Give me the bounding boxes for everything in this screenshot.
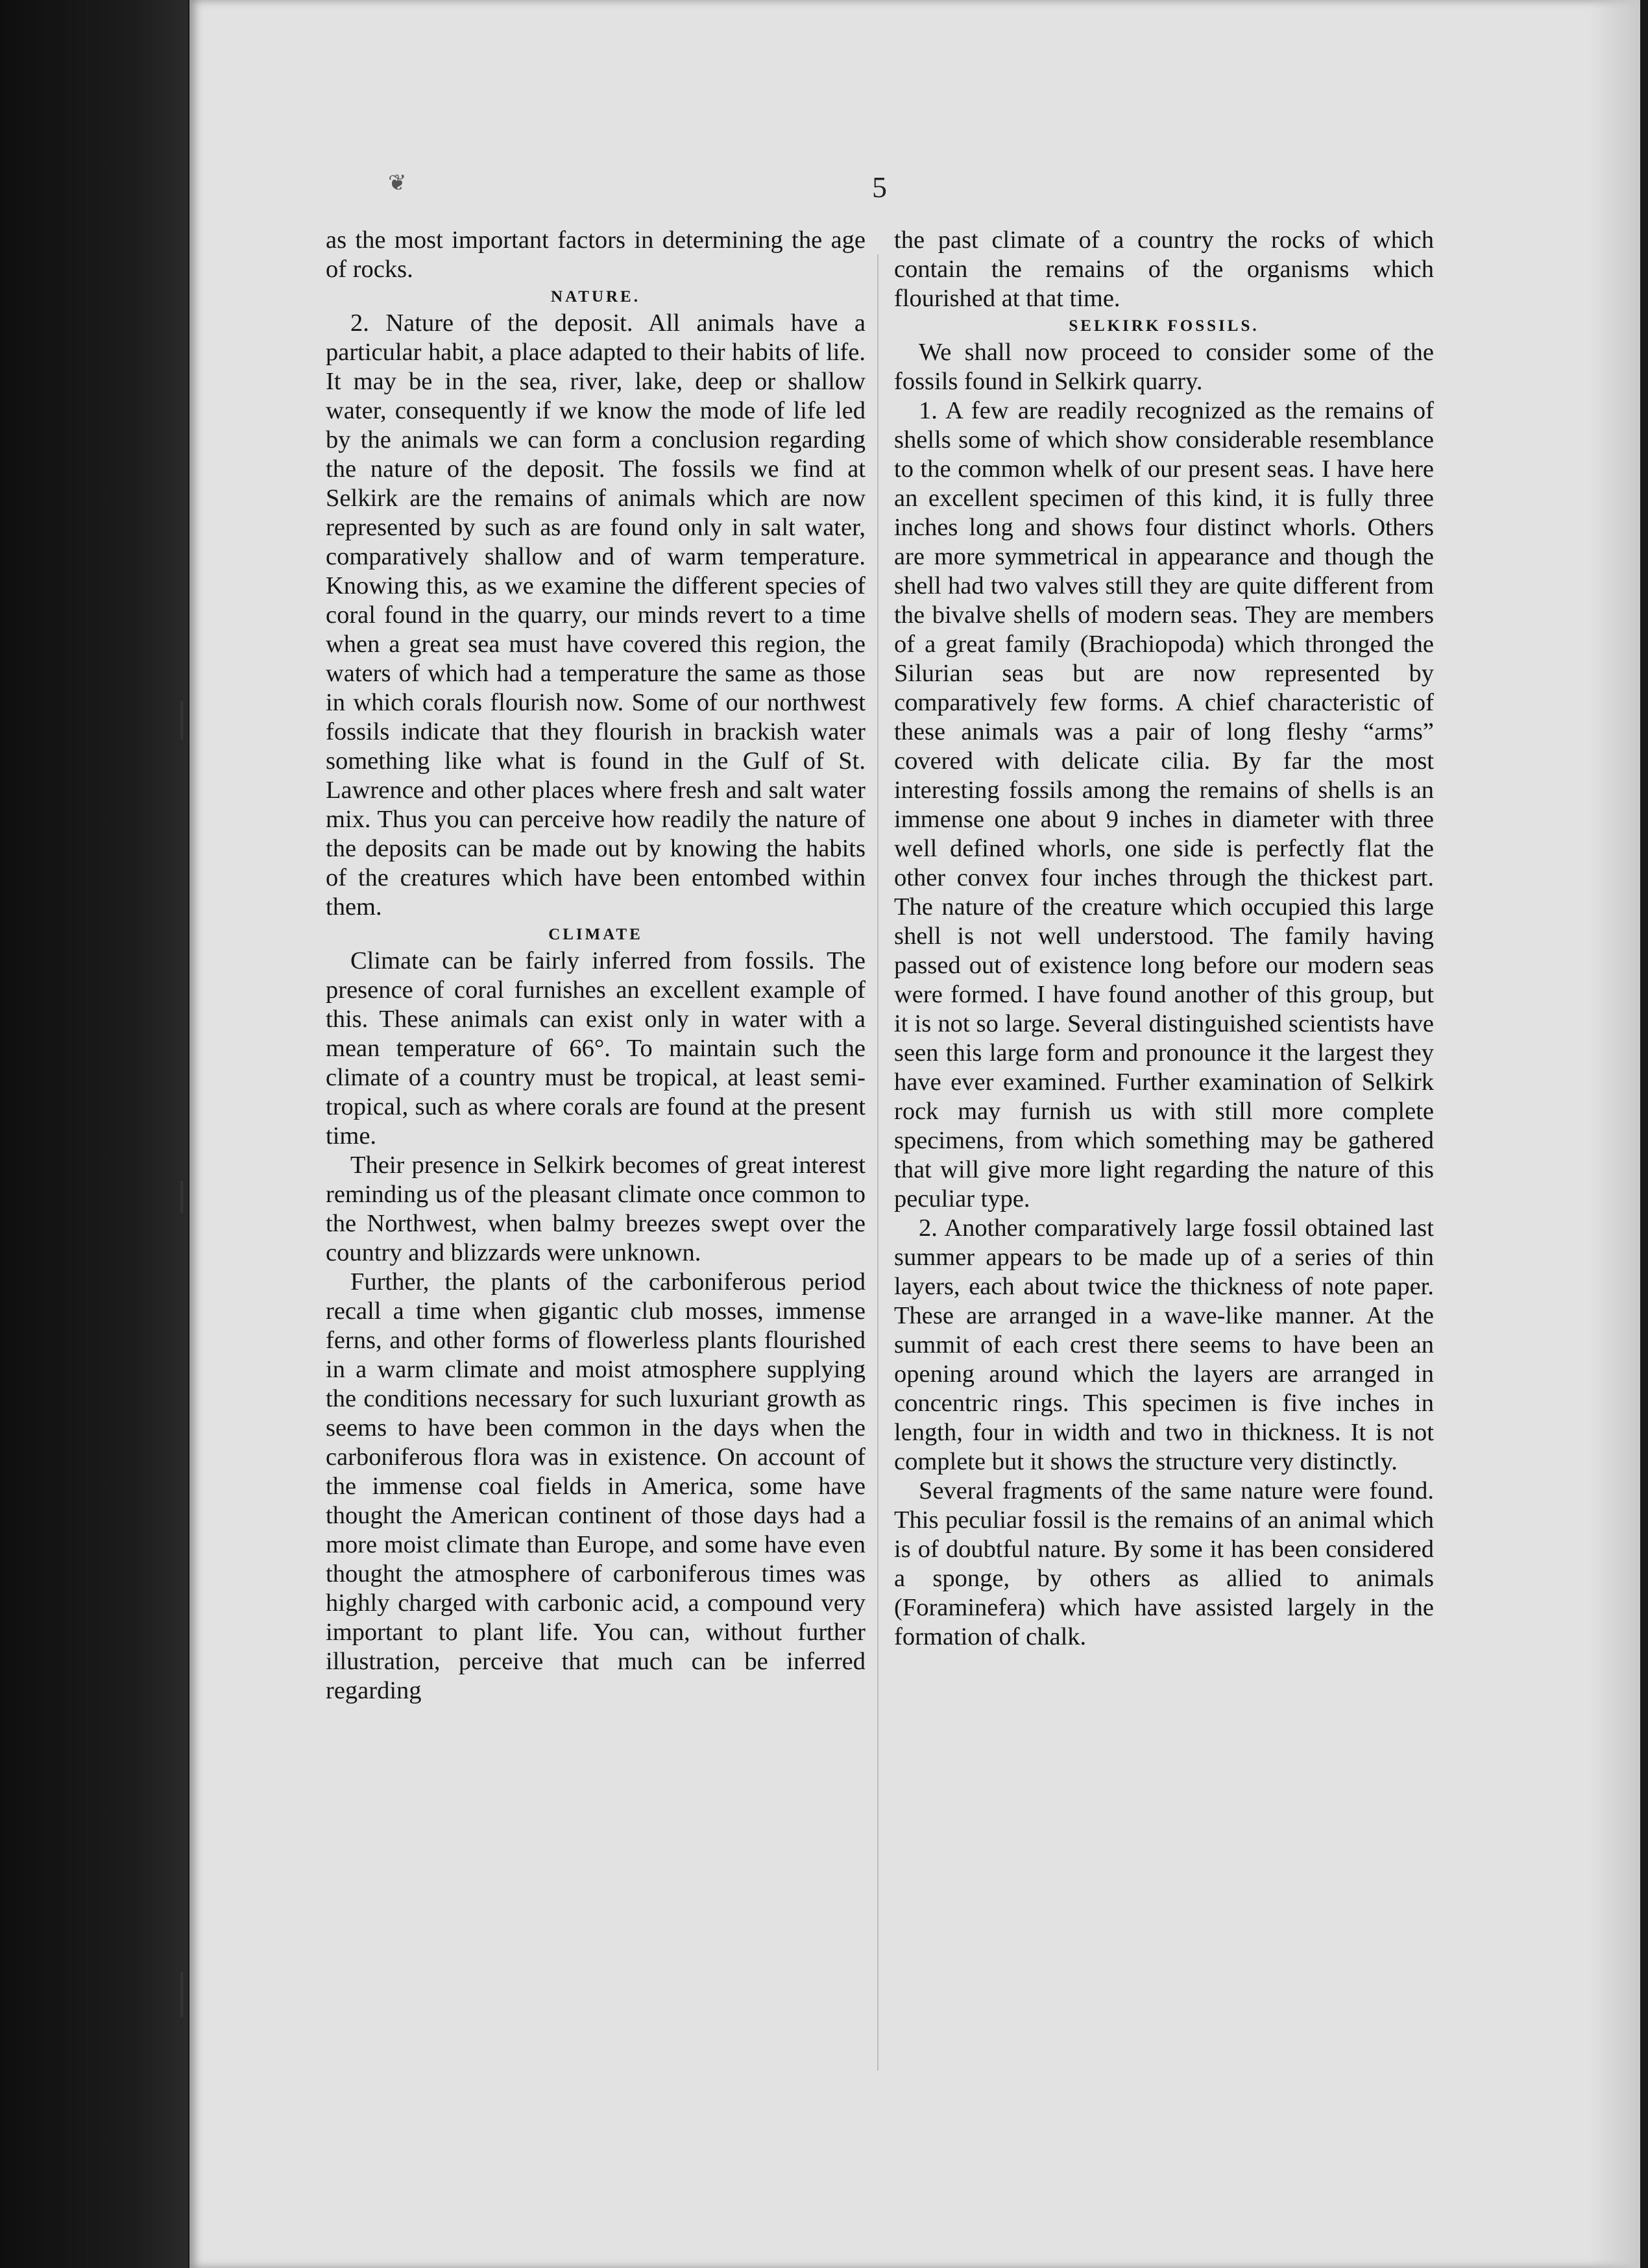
paragraph: 1. A few are readily recognized as the remains of shells some of which show considerable resemblance to the common whelk of our present seas. I have here an excellent specimen of this kind, it is fully three inches long and shows four distinct whorls. Others are more symmetrical in appearance and though the shell had two valves still they are quite different from the bivalve shells of modern seas. They are members of a great family (Brachiopoda) which thronged the Silurian seas but are now represented by comparatively few forms. A chief characteristic of these animals was a pair of long fleshy “arms” covered with delicate cilia. By far the most interesting fossils among the remains of shells is an immense one about 9 inches in diameter with three well defined whorls, one side is perfectly flat the other convex four inches through the thickest part. The nature of the creature which occupied this large shell is not well understood. The family having passed out of existence long before our modern seas were formed. I have found another of this group, but it is not so large. Several distinguished scientists have seen this large form and pronounce it the largest they have ever examined. Further examination of Selkirk rock may furnish us with still more complete specimens, from which something may be gathered that will give more light regarding the nature of this peculiar type. [894, 397, 1434, 1212]
binding-mark [180, 1972, 183, 2018]
paragraph: 2. Nature of the deposit. All animals have a particular habit, a place adapted to their habits of life. It may be in the sea, river, lake, deep or shallow water, consequently if we know the mode of life led by the animals we can form a conclusion regarding the nature of the deposit. The fossils we find at Selkirk are the remains of animals which are now represented by such as are found only in salt water, comparatively shallow and of warm temperature. Knowing this, as we examine the different species of coral found in the quarry, our minds revert to a time when a great sea must have covered this region, the waters of which had a temperature the same as those in which corals flourish now. Some of our northwest fossils indicate that they flourish in brackish water something like what is found in the Gulf of St. Lawrence and other places where fresh and salt water mix. Thus you can perceive how readily the nature of the deposits can be made out by knowing the habits of the creatures which have been entombed within them. [326, 309, 866, 921]
section-heading-selkirk-fossils: SELKIRK FOSSILS. [1069, 317, 1259, 335]
left-column [326, 226, 866, 2159]
right-column [894, 226, 1434, 2159]
section-heading-nature: NATURE. [551, 288, 640, 306]
paragraph: We shall now proceed to consider some of the fossils found in Selkirk quarry. [894, 339, 1434, 395]
column-divider [877, 254, 879, 2071]
section-heading-climate: CLIMATE [548, 926, 643, 943]
binding-mark [180, 1181, 183, 1213]
paragraph: the past climate of a country the rocks of which contain the remains of the organisms which flourished at that time. [894, 226, 1434, 312]
page-ornament-icon: ❦ [388, 171, 407, 195]
paragraph: Climate can be fairly inferred from fossils. The presence of coral furnishes an excellent example of this. These animals can exist only in water with a mean temperature of 66°. To maintain such the climate of a country must be tropical, at least semi-tropical, such as where corals are found at the present time. [326, 947, 866, 1150]
paragraph: 2. Another comparatively large fossil obtained last summer appears to be made up of a series of thin layers, each about twice the thickness of note paper. These are arranged in a wave-like manner. At the summit of each crest there seems to have been an opening around which the layers are arranged in concentric rings. This specimen is five inches in length, four in width and two in thickness. It is not complete but it shows the structure very distinctly. [894, 1214, 1434, 1475]
paragraph: as the most important factors in determining the age of rocks. [326, 226, 866, 283]
binding-mark [180, 701, 183, 740]
page-number: 5 [872, 171, 887, 204]
paragraph: Further, the plants of the carboniferous period recall a time when gigantic club mosses, immense ferns, and other forms of flowerless plants flourished in a warm climate and moist atmosphere supplying the conditions necessary for such luxuriant growth as seems to have been common in the days when the carboniferous flora was in existence. On account of the immense coal fields in America, some have thought the American continent of those days had a more moist climate than Europe, and some have even thought the atmosphere of carboniferous times was highly charged with carbonic acid, a compound very important to plant life. You can, without further illustration, perceive that much can be inferred regarding [326, 1268, 866, 1704]
page-sheet [189, 0, 1640, 2268]
paragraph: Their presence in Selkirk becomes of great interest reminding us of the pleasant climate once common to the Northwest, when balmy breezes swept over the country and blizzards were unknown. [326, 1152, 866, 1266]
scan-margin [0, 0, 188, 2268]
paragraph: Several fragments of the same nature were found. This peculiar fossil is the remains of an animal which is of doubtful nature. By some it has been considered a sponge, by others as allied to animals (Foraminefera) which have assisted largely in the formation of chalk. [894, 1477, 1434, 1650]
page-edge-shadow [1588, 0, 1640, 2268]
